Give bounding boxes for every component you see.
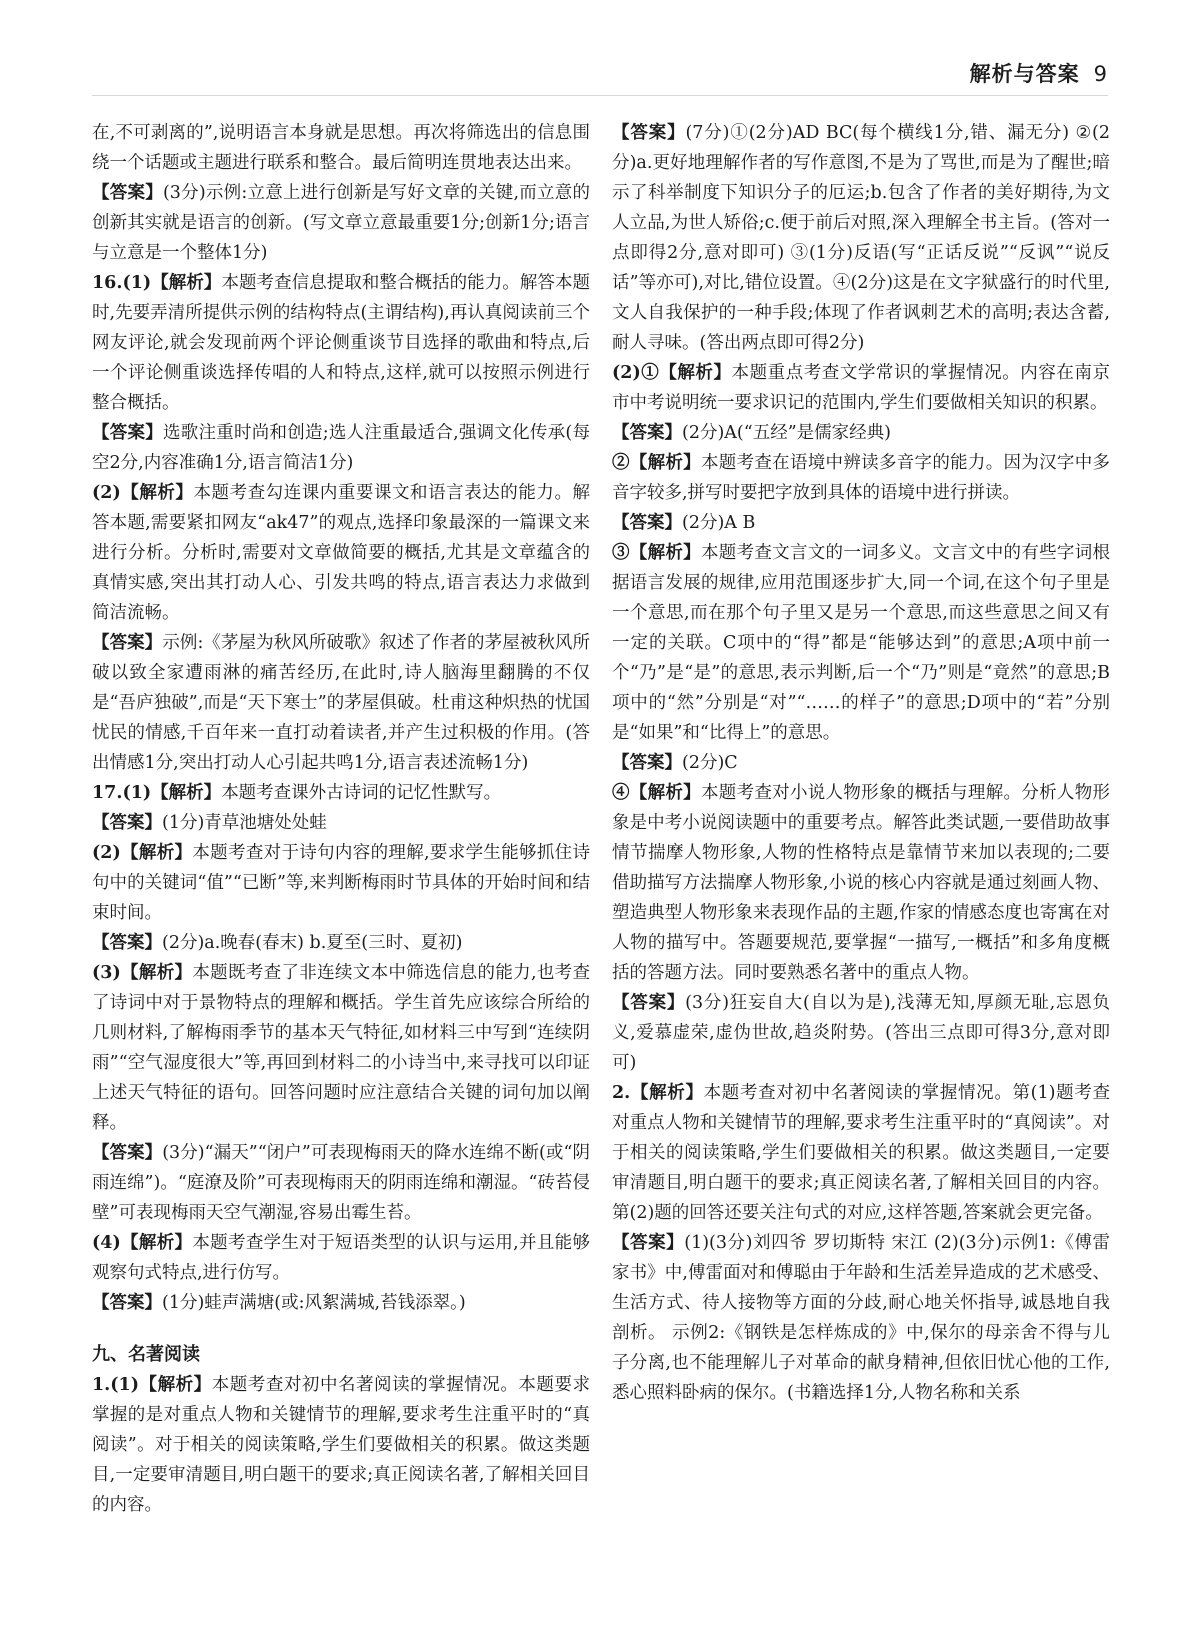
section-title: 九、名著阅读 bbox=[92, 1344, 200, 1365]
paragraph-tag: 【答案】 bbox=[92, 813, 162, 833]
paragraph-tag: 【答案】 bbox=[92, 423, 163, 443]
paragraph-tag: (2)【解析】 bbox=[92, 843, 193, 863]
paragraph-text: 本题考查对于诗句内容的理解,要求学生能够抓住诗句中的关键词“值”“已断”等,来判断梅雨时节具体的开始时间和结束时间。 bbox=[92, 843, 590, 923]
paragraph-tag: 【答案】 bbox=[612, 1233, 685, 1253]
paragraph-tag: 【答案】 bbox=[92, 183, 163, 203]
answer-paragraph bbox=[612, 538, 1110, 748]
paragraph-tag: ②【解析】 bbox=[612, 453, 701, 473]
answer-paragraph bbox=[612, 418, 1110, 448]
paragraph-text: (3分)狂妄自大(自以为是),浅薄无知,厚颜无耻,忘恩负义,爱慕虚荣,虚伪世故,趋炎附势。(答出三点即可得3分,意对即可) bbox=[612, 993, 1110, 1073]
answer-paragraph bbox=[92, 778, 590, 808]
answer-paragraph bbox=[612, 748, 1110, 778]
paragraph-tag: (2)①【解析】 bbox=[612, 363, 732, 383]
paragraph-tag: 【答案】 bbox=[92, 1293, 162, 1313]
answer-paragraph bbox=[92, 118, 590, 178]
paragraph-text: (3分)示例:立意上进行创新是写好文章的关键,而立意的创新其实就是语言的创新。(写文章立意最重要1分;创新1分;语言与立意是一个整体1分) bbox=[92, 183, 591, 263]
paragraph-tag: 【答案】 bbox=[92, 1143, 163, 1163]
answer-paragraph bbox=[92, 268, 590, 418]
paragraph-text: 本题考查文言文的一词多义。文言文中的有些字词根据语言发展的规律,应用范围逐步扩大,同一个词,在这个句子里是一个意思,而在那个句子里又是另一个意思,而这些意思之间又有一定的关联。C项中的“得”都是“能够达到”的意思;A项中前一个“乃”是“是”的意思,表示判断,后一个“乃”则是“竟然”的意思;B项中的“然”分别是“对”“……的样子”的意思;D项中的“若”分别是“如果”和“比得上”的意思。 bbox=[612, 543, 1111, 743]
paragraph-tag: 17.(1)【解析】 bbox=[92, 783, 222, 803]
paragraph-text: 本题考查学生对于短语类型的认识与运用,并且能够观察句式特点,进行仿写。 bbox=[92, 1233, 590, 1283]
answer-paragraph bbox=[612, 988, 1110, 1078]
paragraph-tag: (4)【解析】 bbox=[92, 1233, 193, 1253]
paragraph-tag: 【答案】 bbox=[612, 513, 682, 533]
paragraph-tag: 【答案】 bbox=[92, 933, 162, 953]
paragraph-tag: ③【解析】 bbox=[612, 543, 701, 563]
paragraph-text: (2分)a.晚春(春末) b.夏至(三时、夏初) bbox=[162, 933, 463, 953]
answer-paragraph bbox=[612, 1078, 1110, 1228]
paragraph-text: 本题考查对初中名著阅读的掌握情况。第(1)题考查对重点人物和关键情节的理解,要求考生注重平时的“真阅读”。对于相关的阅读策略,学生们要做相关的积累。做这类题目,一定要审清题目,明白题干的要求;真正阅读名著,了解相关回目的内容。第(2)题的回答还要关注句式的对应,这样答题,答案就会更完备。 bbox=[612, 1083, 1110, 1223]
answer-paragraph bbox=[612, 778, 1110, 988]
answer-paragraph bbox=[92, 1288, 590, 1318]
paragraph-text: 本题考查课外古诗词的记忆性默写。 bbox=[221, 783, 502, 803]
answer-paragraph bbox=[92, 958, 590, 1138]
paragraph-tag: 2.【解析】 bbox=[612, 1083, 704, 1103]
answer-paragraph bbox=[612, 508, 1110, 538]
paragraph-tag: 16.(1)【解析】 bbox=[92, 273, 222, 293]
paragraph-text: 本题重点考查文学常识的掌握情况。内容在南京市中考说明统一要求识记的范围内,学生们要做相关知识的积累。 bbox=[612, 363, 1110, 413]
paragraph-tag: (2)【解析】 bbox=[92, 483, 194, 503]
paragraph-tag: 【答案】 bbox=[92, 633, 163, 653]
paragraph-text: (3分)“漏天”“闭户”可表现梅雨天的降水连绵不断(或“阴雨连绵”)。“庭潦及阶”可表现梅雨天的阴雨连绵和潮湿。“砖苔侵壁”可表现梅雨天空气潮湿,容易出霉生苔。 bbox=[92, 1143, 590, 1223]
paragraph-text: 本题考查勾连课内重要课文和语言表达的能力。解答本题,需要紧扣网友“ak47”的观点,选择印象最深的一篇课文来进行分析。分析时,需要对文章做简要的概括,尤其是文章蕴含的真情实感,突出其打动人心、引发共鸣的特点,语言表达力求做到简洁流畅。 bbox=[92, 483, 590, 623]
paragraph-tag: (3)【解析】 bbox=[92, 963, 193, 983]
paragraph-text: 本题考查在语境中辨读多音字的能力。因为汉字中多音字较多,拼写时要把字放到具体的语境中进行拼读。 bbox=[612, 453, 1111, 503]
answer-paragraph bbox=[92, 1228, 590, 1288]
paragraph-text: (2分)A B bbox=[682, 513, 756, 533]
paragraph-text: 选歌注重时尚和创造;选人注重最适合,强调文化传承(每空2分,内容准确1分,语言简洁1分) bbox=[92, 423, 590, 473]
page-header bbox=[970, 58, 1108, 88]
paragraph-text: 本题考查信息提取和整合概括的能力。解答本题时,先要弄清所提供示例的结构特点(主谓结构),再认真阅读前三个网友评论,就会发现前两个评论侧重谈节目选择的歌曲和特点,后一个评论侧重谈选择传唱的人和特点,这样,就可以按照示例进行整合概括。 bbox=[92, 273, 591, 413]
paragraph-text: 示例:《茅屋为秋风所破歌》叙述了作者的茅屋被秋风所破以致全家遭雨淋的痛苦经历,在此时,诗人脑海里翻腾的不仅是“吾庐独破”,而是“天下寒士”的茅屋俱破。杜甫这种炽热的忧国忧民的情感,千百年来一直打动着读者,并产生过积极的作用。(答出情感1分,突出打动人心引起共鸣1分,语言表述流畅1分) bbox=[92, 633, 591, 773]
paragraph-text: 本题既考查了非连续文本中筛选信息的能力,也考查了诗词中对于景物特点的理解和概括。学生首先应该综合所给的几则材料,了解梅雨季节的基本天气特征,如材料三中写到“连续阴雨”“空气湿度很大”等,再回到材料二的小诗当中,来寻找可以印证上述天气特征的语句。回答问题时应注意结合关键的词句加以阐释。 bbox=[92, 963, 590, 1133]
paragraph-text: (2分)A(“五经”是儒家经典) bbox=[682, 423, 891, 443]
header-divider bbox=[92, 95, 1108, 96]
answer-paragraph bbox=[92, 628, 590, 778]
answer-paragraph bbox=[92, 178, 590, 268]
paragraph-tag: 【答案】 bbox=[612, 123, 686, 143]
paragraph-text: (1分)青草池塘处处蛙 bbox=[162, 813, 327, 833]
paragraph-tag: ④【解析】 bbox=[612, 783, 701, 803]
answer-paragraph bbox=[92, 1138, 590, 1228]
page-number: 9 bbox=[1093, 62, 1108, 86]
answer-paragraph bbox=[92, 928, 590, 958]
answer-paragraph bbox=[92, 478, 590, 628]
answer-paragraph bbox=[612, 118, 1110, 358]
paragraph-text: (2分)C bbox=[682, 753, 738, 773]
paragraph-tag: 【答案】 bbox=[612, 423, 682, 443]
paragraph-text: (1)(3分)刘四爷 罗切斯特 宋江 (2)(3分)示例1:《傅雷家书》中,傅雷面对和傅聪由于年龄和生活差异造成的艺术感受、生活方式、待人接物等方面的分歧,耐心地关怀指导,诚恳地自我剖析。 示例2:《钢铁是怎样炼成的》中,保尔的母亲舍不得与儿子分离,也不能理解儿子对革命的献身精神,但依旧忧心他的工作,悉心照料卧病的保尔。(书籍选择1分,人物名称和关系 bbox=[612, 1233, 1111, 1403]
answer-paragraph bbox=[612, 358, 1110, 418]
paragraph-text: (7分)①(2分)AD BC(每个横线1分,错、漏无分) ②(2分)a.更好地理解作者的写作意图,不是为了骂世,而是为了醒世;暗示了科举制度下知识分子的厄运;b.包含了作者的美好期待,为文人立品,为世人矫俗;c.便于前后对照,深入理解全书主旨。(答对一点即得2分,意对即可) ③(1分)反语(写“正话反说”“反讽”“说反话”等亦可),对比,错位设置。④(2分)这是在文字狱盛行的时代里,文人自我保护的一种手段;体现了作者讽刺艺术的高明;表达含蓄,耐人寻味。(答出两点即可得2分) bbox=[612, 123, 1110, 353]
answer-paragraph bbox=[92, 838, 590, 928]
paragraph-text: 在,不可剥离的”,说明语言本身就是思想。再次将筛选出的信息围绕一个话题或主题进行联系和整合。最后简明连贯地表达出来。 bbox=[92, 123, 590, 173]
paragraph-tag: 【答案】 bbox=[612, 753, 682, 773]
answer-paragraph bbox=[92, 418, 590, 478]
answer-paragraph bbox=[612, 448, 1110, 508]
paragraph-tag: 1.(1)【解析】 bbox=[92, 1375, 212, 1395]
paragraph-text: (1分)蛙声满塘(或:风絮满城,苔钱添翠。) bbox=[162, 1293, 466, 1313]
paragraph-tag: 【答案】 bbox=[612, 993, 686, 1013]
paragraph-text: 本题考查对初中名著阅读的掌握情况。本题要求掌握的是对重点人物和关键情节的理解,要求考生注重平时的“真阅读”。对于相关的阅读策略,学生们要做相关的积累。做这类题目,一定要审清题目,明白题干的要求;真正阅读名著,了解相关回目的内容。 bbox=[92, 1375, 590, 1515]
header-title: 解析与答案 bbox=[969, 62, 1080, 86]
answer-paragraph bbox=[612, 1228, 1110, 1408]
left-column bbox=[92, 118, 590, 1520]
right-column bbox=[612, 118, 1110, 1408]
answer-paragraph bbox=[92, 808, 590, 838]
answer-paragraph bbox=[92, 1370, 590, 1520]
paragraph-text: 本题考查对小说人物形象的概括与理解。分析人物形象是中考小说阅读题中的重要考点。解答此类试题,一要借助故事情节揣摩人物形象,人物的性格特点是靠情节来加以表现的;二要借助描写方法揣摩人物形象,小说的核心内容就是通过刻画人物、塑造典型人物形象来表现作品的主题,作家的情感态度也寄寓在对人物的描写中。答题要规范,要掌握“一描写,一概括”和多角度概括的答题方法。同时要熟悉名著中的重点人物。 bbox=[612, 783, 1111, 983]
